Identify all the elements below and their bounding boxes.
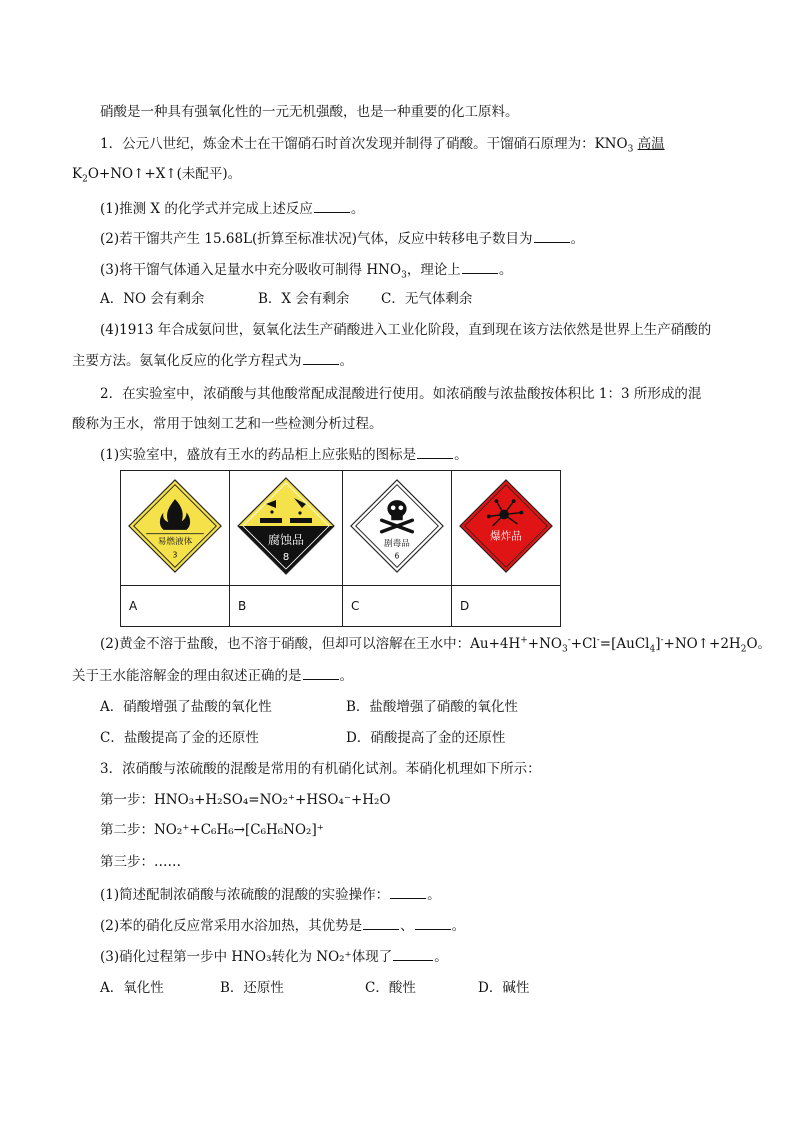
q3-part1: (1)简述配制浓硝酸与浓硫酸的混酸的实验操作： 。 [100, 884, 441, 905]
q1-part1: (1)推测 X 的化学式并完成上述反应 。 [100, 198, 364, 219]
sign-class-number: 8 [282, 552, 290, 563]
sign-cell-b[interactable] [230, 471, 343, 586]
sign-cell-c[interactable] [343, 471, 452, 586]
flammable-liquid-sign [127, 478, 223, 574]
q3-step2: 第二步：NO₂⁺+C₆H₆→[C₆H₆NO₂]⁺ [100, 822, 324, 838]
q2-part2-cont: 关于王水能溶解金的理由叙述正确的是 。 [72, 665, 353, 686]
sign-label-a: A [121, 586, 230, 627]
q1-option-a[interactable]: A．NO 会有剩余 [100, 291, 205, 307]
answer-blank[interactable] [534, 228, 570, 243]
q3-option-b[interactable]: B．还原性 [220, 980, 284, 996]
q2-part1: (1)实验室中，盛放有王水的药品柜上应张贴的图标是 。 [100, 444, 468, 465]
q2-part2: (2)黄金不溶于盐酸，也不溶于硝酸，但却可以溶解在王水中：$Au+4H^++NO_3^-+Cl^-=[AuCl_4]^-+NO↑+2H_2O$。 [100, 635, 772, 655]
answer-blank[interactable] [415, 915, 451, 930]
explosive-sign [458, 478, 554, 574]
intro-text: 硝酸是一种具有强氧化性的一元无机强酸，也是一种重要的化工原料。 [100, 104, 519, 120]
answer-blank[interactable] [390, 884, 426, 899]
q1-stem: 1．公元八世纪，炼金术士在干馏硝石时首次发现并制得了硝酸。干馏硝石原理为：$KNO_3$ 高温 [100, 136, 665, 155]
sign-text: 腐蚀品 [267, 533, 305, 547]
sign-cell-d[interactable] [452, 471, 561, 586]
answer-blank[interactable] [462, 259, 498, 274]
sign-text: 剧毒品 [384, 539, 410, 550]
q2-option-b[interactable]: B．盐酸增强了硝酸的氧化性 [346, 699, 518, 715]
sign-cell-a[interactable] [121, 471, 230, 586]
q3-option-d[interactable]: D．碱性 [478, 980, 530, 996]
answer-blank[interactable] [363, 915, 399, 930]
answer-blank[interactable] [314, 198, 350, 213]
answer-blank[interactable] [303, 665, 339, 680]
sign-text: 易燃液体 [157, 537, 193, 548]
q3-option-c[interactable]: C．酸性 [365, 980, 416, 996]
q2-option-d[interactable]: D．硝酸提高了金的还原性 [346, 730, 506, 746]
q1-option-b[interactable]: B．X 会有剩余 [258, 291, 350, 307]
sign-class-number: 6 [394, 551, 400, 561]
q3-stem: 3．浓硝酸与浓硫酸的混酸是常用的有机硝化试剂。苯硝化机理如下所示： [100, 761, 541, 777]
answer-blank[interactable] [393, 946, 433, 961]
reaction-condition: 高温 [637, 136, 665, 152]
toxic-sign [349, 478, 445, 574]
sign-label-c: C [343, 586, 452, 627]
q3-option-a[interactable]: A．氧化性 [100, 980, 164, 996]
q2-stem-cont: 酸称为王水，常用于蚀刻工艺和一些检测分析过程。 [72, 416, 383, 432]
corrosive-sign [236, 476, 336, 576]
q3-step1: 第一步：HNO₃+H₂SO₄=NO₂⁺+HSO₄⁻+H₂O [100, 792, 391, 808]
sign-class-number: 3 [172, 550, 178, 560]
answer-blank[interactable] [417, 444, 453, 459]
q1-part3: (3)将干馏气体通入足量水中充分吸收可制得 $HNO_3$，理论上 。 [100, 259, 512, 280]
q1-part4-cont: 主要方法。氨氧化反应的化学方程式为 。 [72, 350, 353, 371]
q1-option-c[interactable]: C．无气体剩余 [381, 291, 473, 307]
q3-part2: (2)苯的硝化反应常采用水浴加热，其优势是 、 。 [100, 915, 465, 936]
q3-part3: (3)硝化过程第一步中 HNO₃转化为 NO₂⁺体现了 。 [100, 946, 448, 967]
q3-step3: 第三步：…… [100, 854, 181, 870]
q1-part4: (4)1913 年合成氨问世，氨氧化法生产硝酸进入工业化阶段，直到现在该方法依然是世界上生产硝酸的 [100, 322, 712, 338]
answer-blank[interactable] [303, 350, 339, 365]
q1-stem-cont: $K_2O+NO↑+X↑$(未配平)。 [72, 166, 242, 185]
q1-part2: (2)若干馏共产生 15.68L(折算至标准状况)气体，反应中转移电子数目为 。 [100, 228, 584, 249]
q2-option-a[interactable]: A．硝酸增强了盐酸的氧化性 [100, 699, 272, 715]
sign-label-d: D [452, 586, 561, 627]
sign-text: 爆炸品 [490, 530, 522, 543]
hazard-sign-table [120, 470, 561, 627]
q2-stem: 2．在实验室中，浓硝酸与其他酸常配成混酸进行使用。如浓硝酸与浓盐酸按体积比 1：3 所形成的混 [100, 386, 702, 402]
sign-label-b: B [230, 586, 343, 627]
q2-option-c[interactable]: C．盐酸提高了金的还原性 [100, 730, 259, 746]
